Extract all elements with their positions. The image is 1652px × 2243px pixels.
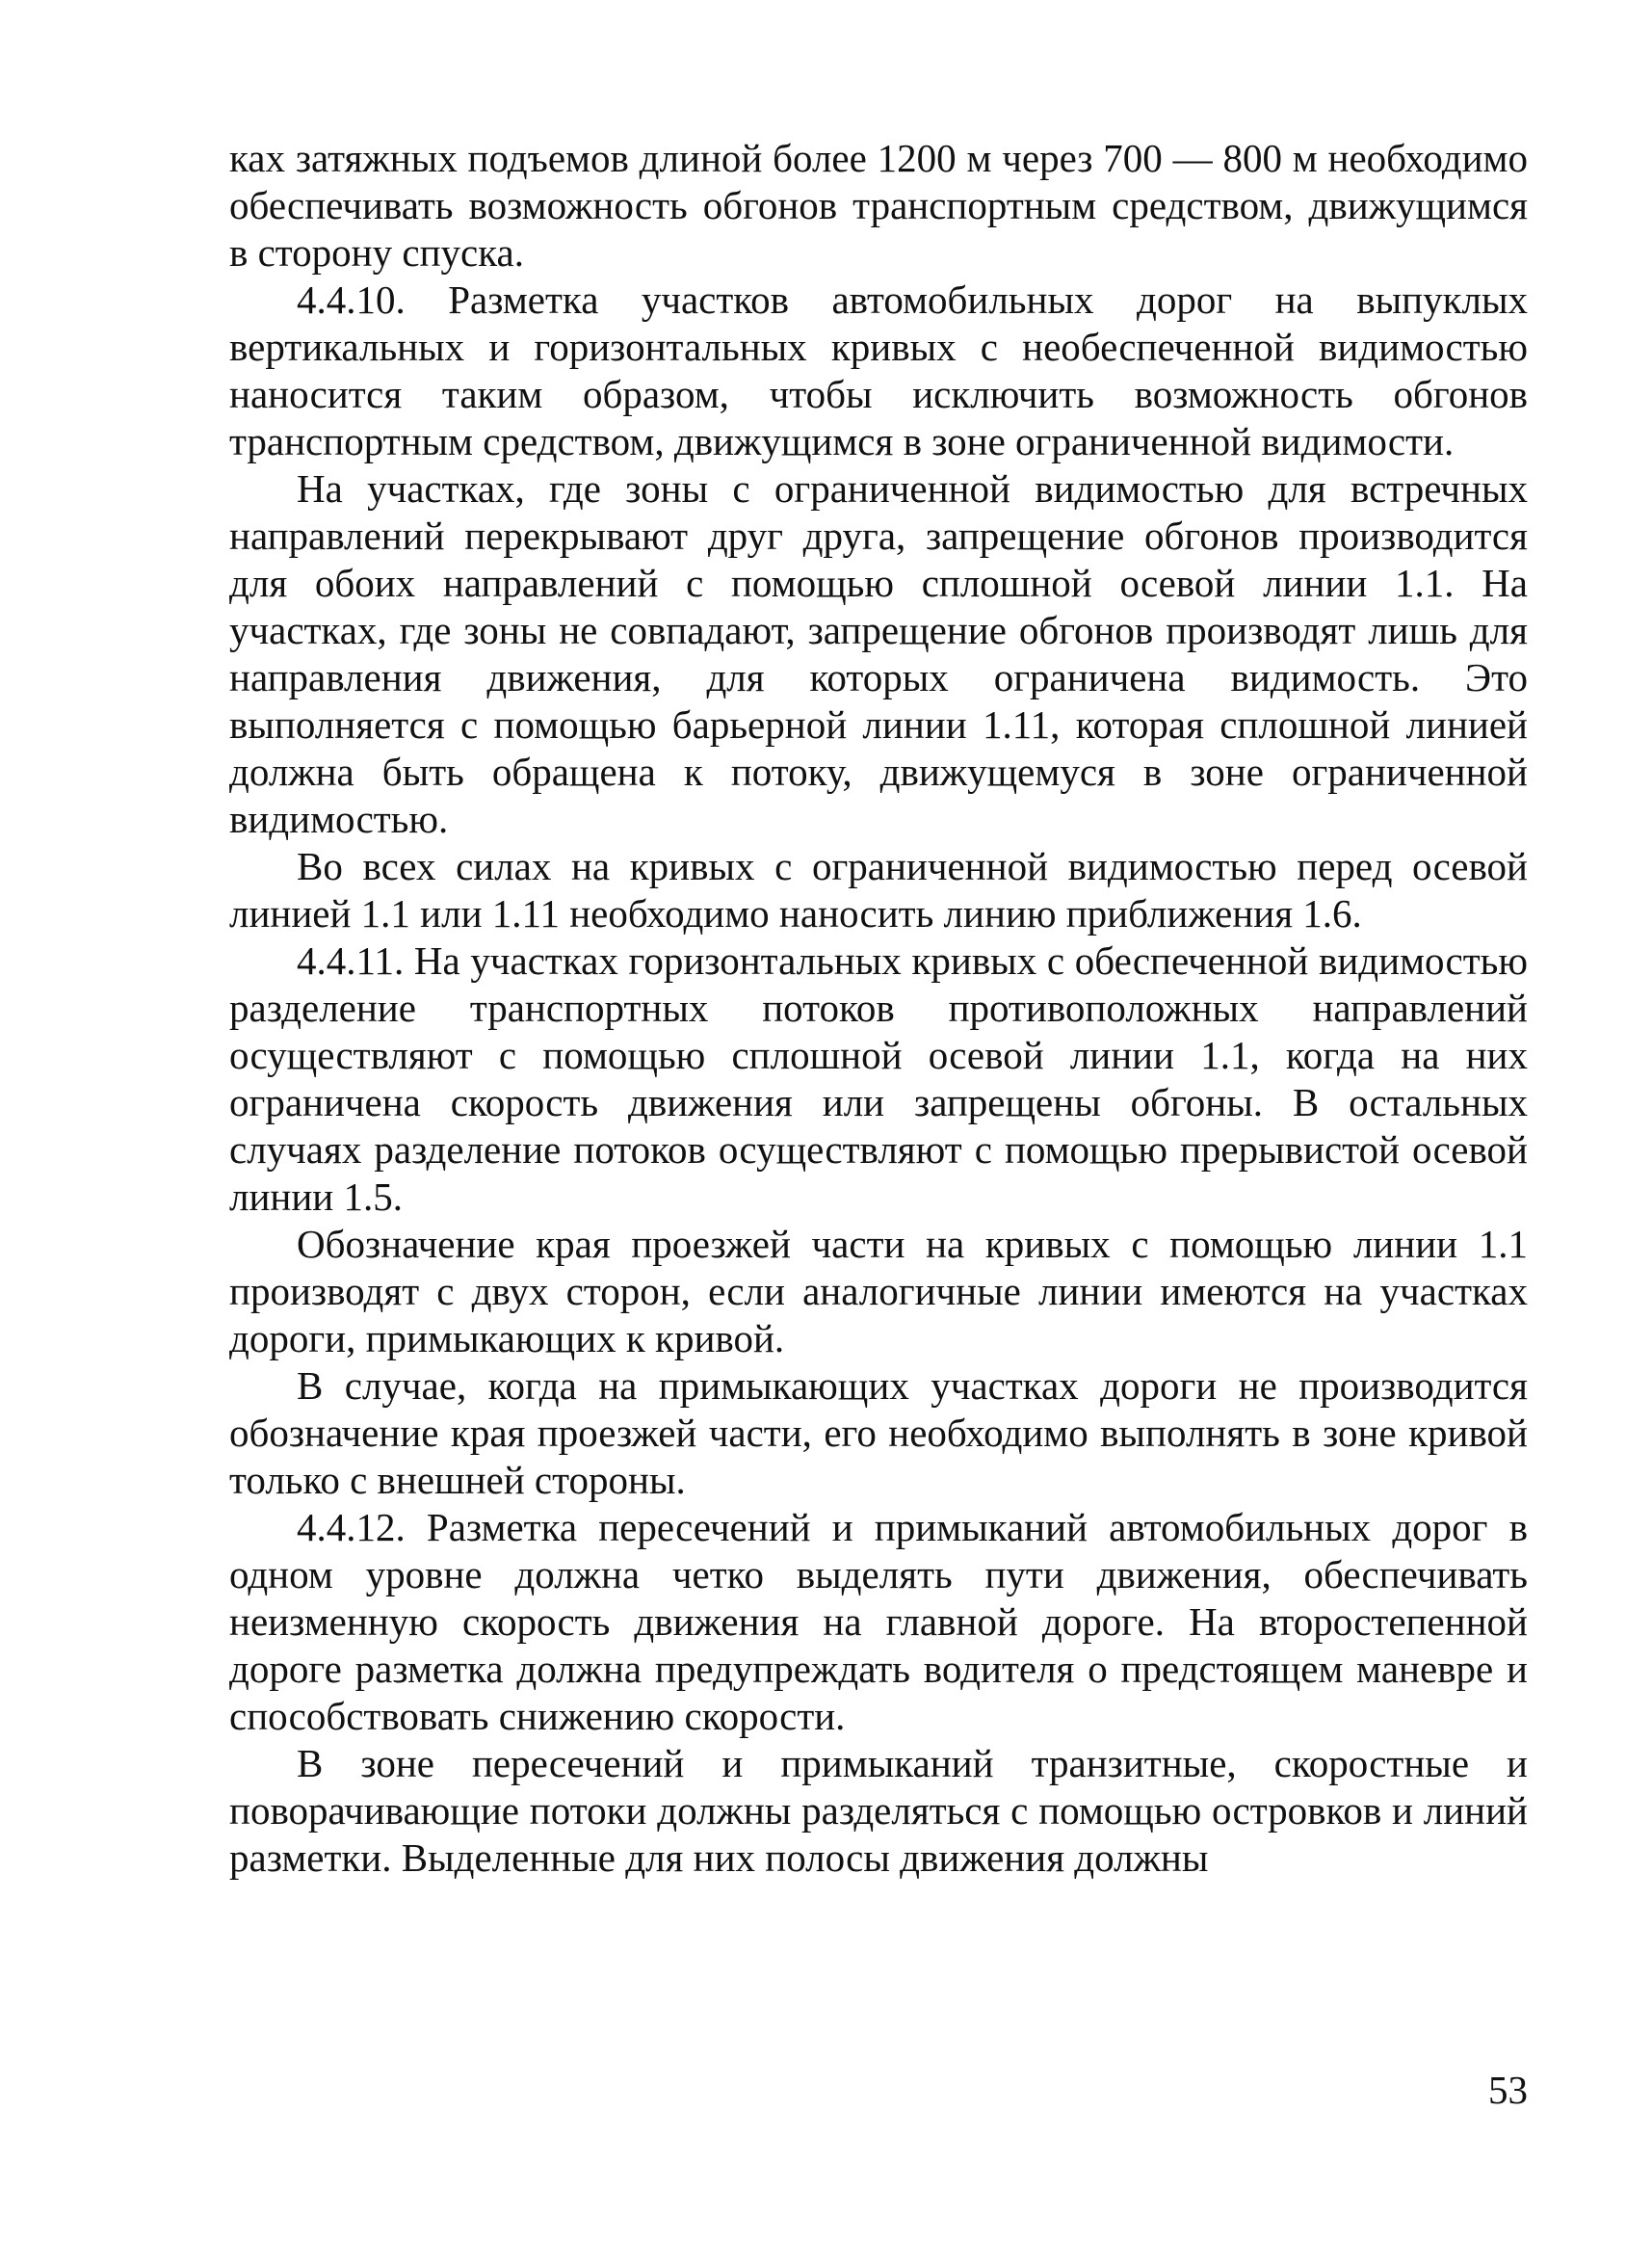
paragraph-edge-marking: Обозначение края проезжей части на кривых с помощью линии 1.1 производят с двух сторон, если аналогичные линии имеются на участках дороги, примыкающих к кривой. xyxy=(229,1222,1528,1360)
paragraph-overlapping-zones: На участках, где зоны с ограниченной видимостью для встречных направлений перекрывают друг друга, запрещение обгонов производится для обоих направлений с помощью сплошной осевой линии 1.1. На участках, где зоны не совпадают, запрещение обгонов производят лишь для направления движения, для которых ограничена видимость. Это выполняется с помощью барьерной линии 1.11, которая сплошной линией должна быть обращена к потоку, движущемуся в зоне ограниченной видимостью. xyxy=(229,466,1528,841)
paragraph-continuation: ках затяжных подъемов длиной более 1200 м через 700 — 800 м необходимо обеспечивать возможность обгонов транспортным средством, движущимся в сторону спуска. xyxy=(229,136,1528,275)
paragraph-4-4-12: 4.4.12. Разметка пересечений и примыканий автомобильных дорог в одном уровне должна четко выделять пути движения, обеспечивать неизменную скорость движения на главной дороге. На второстепенной дороге разметка должна предупреждать водителя о предстоящем маневре и способствовать снижению скорости. xyxy=(229,1505,1528,1738)
paragraph-intersection-zones: В зоне пересечений и примыканий транзитные, скоростные и поворачивающие потоки должны разделяться с помощью островков и линий разметки. Выделенные для них полосы движения должны xyxy=(229,1741,1528,1880)
page-number: 53 xyxy=(1488,2068,1528,2112)
paragraph-outer-side: В случае, когда на примыкающих участках дороги не производится обозначение края проезжей части, его необходимо выполнять в зоне кривой только с внешней стороны. xyxy=(229,1363,1528,1502)
body-text xyxy=(229,135,1528,1882)
paragraph-4-4-11: 4.4.11. На участках горизонтальных кривых с обеспеченной видимостью разделение транспортных потоков противоположных направлений осуществляют с помощью сплошной осевой линии 1.1, когда на них ограничена скорость движения или запрещены обгоны. В остальных случаях разделение потоков осуществляют с помощью прерывистой осевой линии 1.5. xyxy=(229,938,1528,1219)
paragraph-4-4-10: 4.4.10. Разметка участков автомобильных дорог на выпуклых вертикальных и горизонтальных кривых с необеспеченной видимостью наносится таким образом, чтобы исключить возможность обгонов транспортным средством, движущимся в зоне ограниченной видимости. xyxy=(229,277,1528,463)
paragraph-approach-line: Во всех силах на кривых с ограниченной видимостью перед осевой линией 1.1 или 1.11 необходимо наносить линию приближения 1.6. xyxy=(229,844,1528,936)
